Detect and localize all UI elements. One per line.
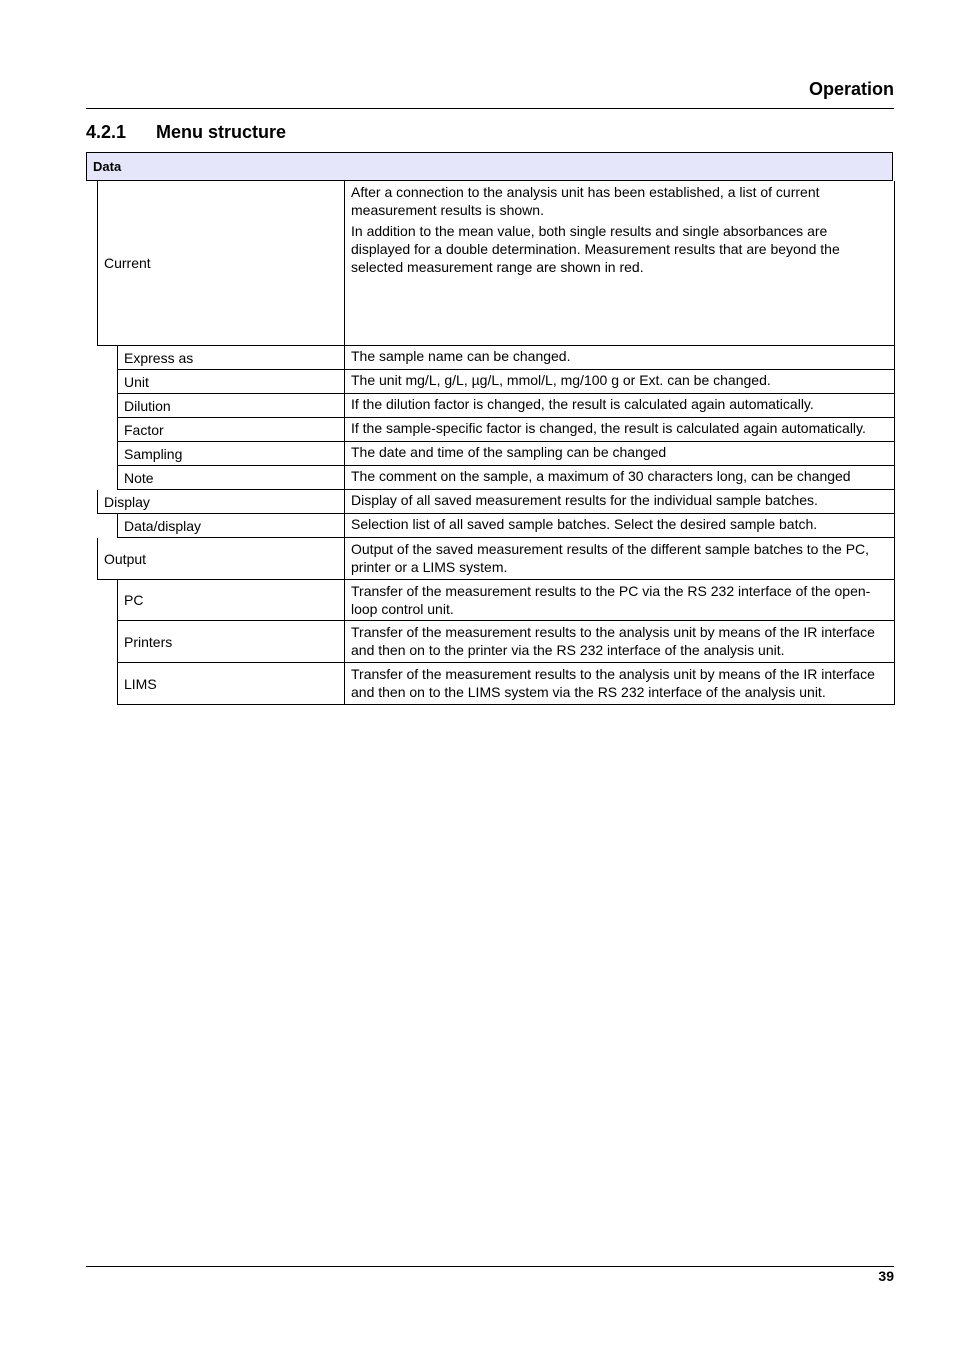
section-number: 4.2.1 bbox=[86, 122, 127, 142]
menu-item-label: Display bbox=[97, 490, 344, 514]
table-row bbox=[0, 514, 954, 538]
menu-item-label: Dilution bbox=[117, 394, 344, 418]
menu-item-description bbox=[344, 346, 895, 370]
description-paragraph: Transfer of the measurement results to the PC via the RS 232 interface of the open-loop control unit. bbox=[351, 583, 871, 617]
chapter-title: Operation bbox=[808, 79, 894, 99]
description-paragraph: In addition to the mean value, both single results and single absorbances are displayed for a double determination. Measurement results that are beyond the selected measurement range are shown in red. bbox=[351, 223, 840, 275]
table-row bbox=[0, 394, 954, 418]
menu-item-label: Data/display bbox=[117, 514, 344, 538]
table-row bbox=[0, 181, 954, 346]
menu-item-label: LIMS bbox=[117, 663, 344, 705]
menu-item-description bbox=[344, 621, 895, 663]
table-row bbox=[0, 442, 954, 466]
menu-item-description bbox=[344, 514, 895, 538]
description-paragraph: Output of the saved measurement results of the different sample batches to the PC, printer or a LIMS system. bbox=[351, 541, 870, 575]
menu-item-label: Printers bbox=[117, 621, 344, 663]
header-rule bbox=[86, 108, 894, 109]
description-paragraph: After a connection to the analysis unit has been established, a list of current measurement results is shown. bbox=[351, 184, 820, 218]
menu-item-description bbox=[344, 538, 895, 580]
table-row bbox=[0, 580, 954, 621]
description-paragraph: The comment on the sample, a maximum of 30 characters long, can be changed bbox=[351, 468, 851, 484]
menu-item-description bbox=[344, 370, 895, 394]
menu-item-label: PC bbox=[117, 580, 344, 621]
description-paragraph: If the sample-specific factor is changed, the result is calculated again automatically. bbox=[351, 420, 866, 436]
description-paragraph: If the dilution factor is changed, the result is calculated again automatically. bbox=[351, 396, 814, 412]
table-row bbox=[0, 621, 954, 663]
table-row bbox=[0, 418, 954, 442]
table-row bbox=[0, 538, 954, 580]
table-row bbox=[0, 663, 954, 705]
menu-item-label: Unit bbox=[117, 370, 344, 394]
description-paragraph: Transfer of the measurement results to the analysis unit by means of the IR interface and then on to the printer via the RS 232 interface of the analysis unit. bbox=[351, 624, 875, 658]
description-paragraph: The unit mg/L, g/L, µg/L, mmol/L, mg/100 g or Ext. can be changed. bbox=[351, 372, 771, 388]
description-paragraph: The sample name can be changed. bbox=[351, 348, 571, 364]
description-paragraph: Selection list of all saved sample batches. Select the desired sample batch. bbox=[351, 516, 818, 532]
section-title: Menu structure bbox=[156, 122, 287, 142]
menu-item-description bbox=[344, 181, 895, 346]
menu-item-description bbox=[344, 442, 895, 466]
description-paragraph: The date and time of the sampling can be changed bbox=[351, 444, 667, 460]
menu-item-description bbox=[344, 418, 895, 442]
table-row bbox=[0, 466, 954, 490]
menu-item-description bbox=[344, 490, 895, 514]
table-row bbox=[0, 346, 954, 370]
footer-rule bbox=[86, 1266, 894, 1267]
menu-item-label: Factor bbox=[117, 418, 344, 442]
menu-item-label: Note bbox=[117, 466, 344, 490]
description-paragraph: Display of all saved measurement results for the individual sample batches. bbox=[351, 492, 818, 508]
menu-item-label: Sampling bbox=[117, 442, 344, 466]
menu-item-description bbox=[344, 466, 895, 490]
section-heading bbox=[86, 122, 286, 143]
description-paragraph: Transfer of the measurement results to the analysis unit by means of the IR interface and then on to the LIMS system via the RS 232 interface of the analysis unit. bbox=[351, 666, 875, 700]
page-number: 39 bbox=[878, 1268, 894, 1284]
table-header: Data bbox=[86, 152, 893, 181]
table-row bbox=[0, 370, 954, 394]
menu-item-label: Current bbox=[97, 181, 344, 346]
table-row bbox=[0, 490, 954, 514]
menu-item-description bbox=[344, 663, 895, 705]
menu-item-description bbox=[344, 394, 895, 418]
menu-item-label: Output bbox=[97, 538, 344, 580]
menu-item-description bbox=[344, 580, 895, 621]
menu-item-label: Express as bbox=[117, 346, 344, 370]
